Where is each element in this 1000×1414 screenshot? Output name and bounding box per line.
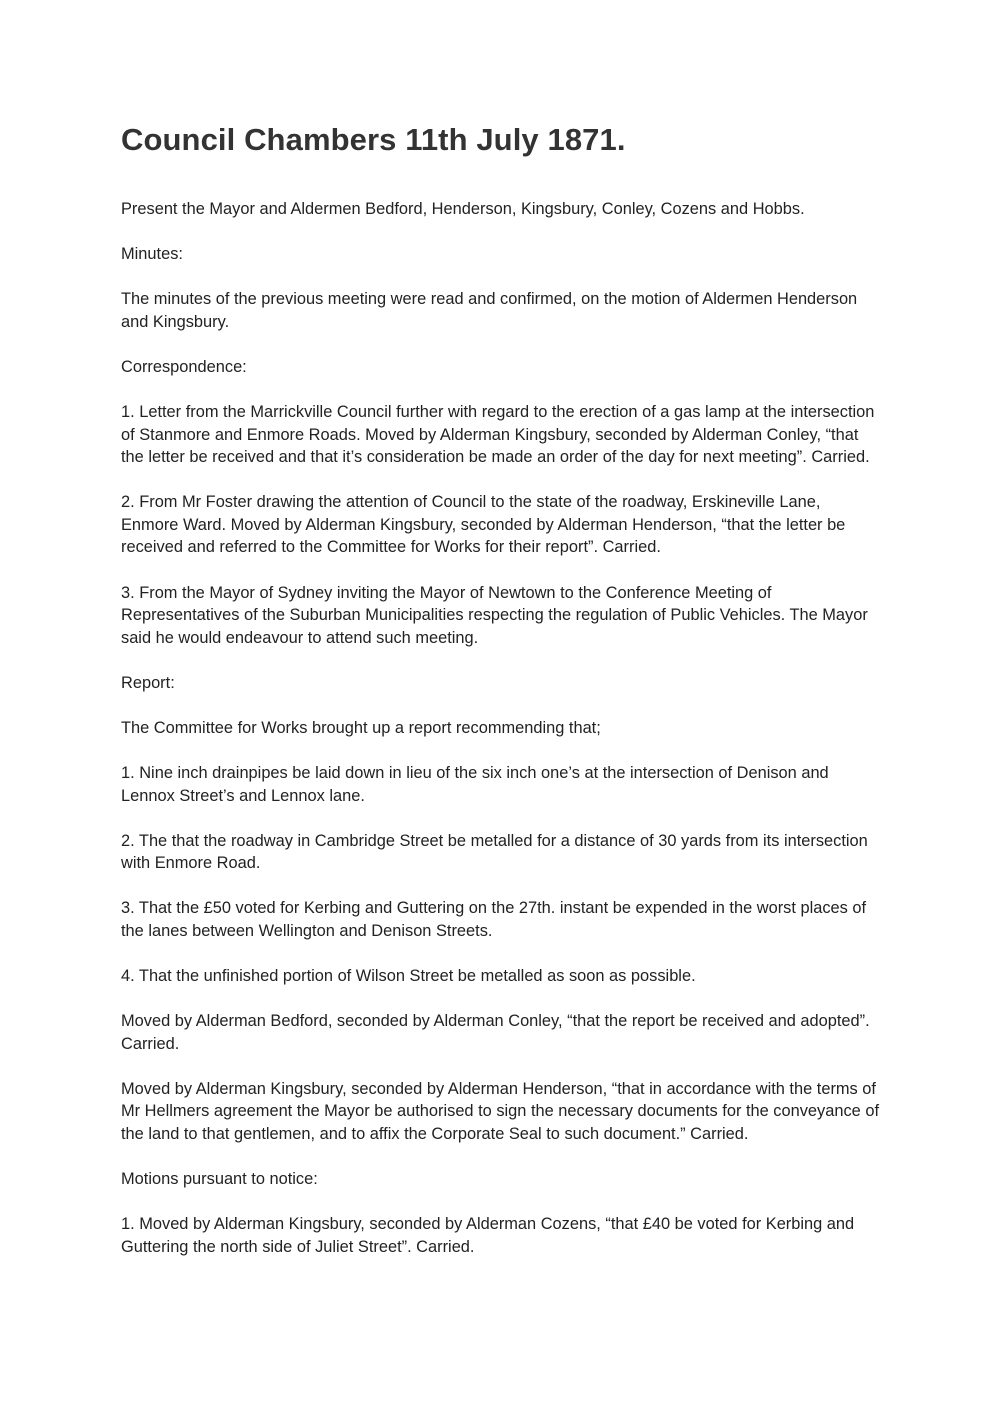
section-heading-correspondence: Correspondence: — [121, 357, 247, 376]
correspondence-item-2: 2. From Mr Foster drawing the attention of Council to the state of the roadway, Erskineville Lane, Enmore Ward. Moved by Alderman Kingsbury, seconded by Alderman Henderson, “that the letter be received and referred to the Committee for Works for their report”. Carried. — [121, 493, 846, 557]
section-heading-motions: Motions pursuant to notice: — [121, 1170, 318, 1189]
report-item-2: 2. The that the roadway in Cambridge Street be metalled for a distance of 30 yards from its intersection with Enmore Road. — [121, 831, 868, 873]
document-title: Council Chambers 11th July 1871. — [121, 122, 626, 157]
report-item-3: 3. That the £50 voted for Kerbing and Guttering on the 27th. instant be expended in the worst places of the lanes between Wellington and Denison Streets. — [121, 899, 867, 940]
hellmers-agreement-motion: Moved by Alderman Kingsbury, seconded by Alderman Henderson, “that in accordance with the terms of Mr Hellmers agreement the Mayor be authorised to sign the necessary documents for the conveyance of the land to that gentlemen, and to affix the Corporate Seal to such document.” Carried. — [121, 1079, 879, 1144]
attendance-paragraph: Present the Mayor and Aldermen Bedford, Henderson, Kingsbury, Conley, Cozens and Hobbs. — [121, 200, 805, 218]
motion-item-1: 1. Moved by Alderman Kingsbury, seconded by Alderman Cozens, “that £40 be voted for Kerbing and Guttering the north side of Juliet Street”. Carried. — [121, 1215, 855, 1256]
report-adoption-motion: Moved by Alderman Bedford, seconded by Alderman Conley, “that the report be received and adopted”. Carried. — [121, 1012, 870, 1053]
report-item-1: 1. Nine inch drainpipes be laid down in lieu of the six inch one’s at the intersection of Denison and Lennox Street’s and Lennox lane. — [121, 764, 829, 805]
report-item-4: 4. That the unfinished portion of Wilson Street be metalled as soon as possible. — [121, 967, 696, 986]
document-page — [121, 120, 881, 1281]
report-intro: The Committee for Works brought up a report recommending that; — [121, 718, 601, 737]
section-heading-minutes: Minutes: — [121, 245, 183, 264]
minutes-paragraph: The minutes of the previous meeting were read and confirmed, on the motion of Aldermen Henderson and Kingsbury. — [121, 290, 858, 331]
correspondence-item-3: 3. From the Mayor of Sydney inviting the Mayor of Newtown to the Conference Meeting of Representatives of the Suburban Municipalities respecting the regulation of Public Vehicles. The Mayor said he would endeavour to attend such meeting. — [121, 583, 868, 647]
section-heading-report: Report: — [121, 673, 175, 692]
correspondence-item-1: 1. Letter from the Marrickville Council further with regard to the erection of a gas lamp at the intersection of Stanmore and Enmore Roads. Moved by Alderman Kingsbury, seconded by Alderman Conley, “that the letter be received and that it’s consideration be made an order of the day for next meeting”. Carried. — [121, 402, 875, 467]
